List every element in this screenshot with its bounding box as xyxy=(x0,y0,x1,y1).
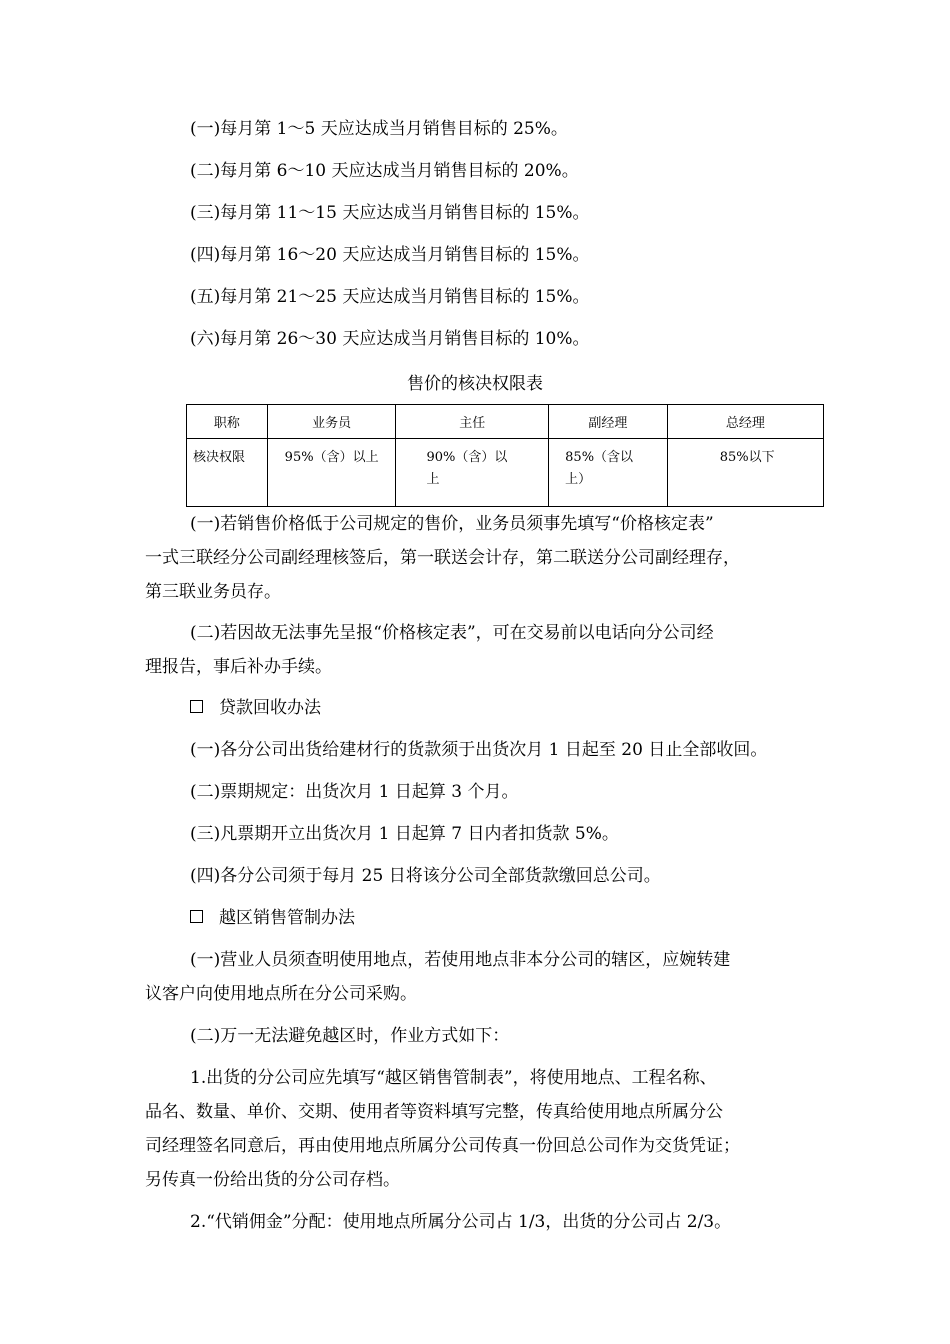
cell-salesperson: 95%（含）以上 xyxy=(267,439,396,507)
cell-supervisor-line2: 上 xyxy=(426,472,440,487)
cross-region-heading-text: 越区销售管制办法 xyxy=(219,908,355,928)
table-caption: 售价的核决权限表 xyxy=(407,374,543,394)
price-rule-1-line3: 第三联业务员存。 xyxy=(145,582,281,602)
cell-deputy-line2: 上） xyxy=(565,472,592,487)
price-rule-2-line1: (二)若因故无法事先呈报“价格核定表”，可在交易前以电话向分公司经 xyxy=(190,623,714,643)
price-authority-table xyxy=(186,404,824,507)
cross-region-s1-line3: 司经理签名同意后，再由使用地点所属分公司传真一份回总公司作为交货凭证； xyxy=(145,1136,740,1156)
target-line-3: (三)每月第 11～15 天应达成当月销售目标的 15%。 xyxy=(190,203,590,223)
collection-heading-text: 贷款回收办法 xyxy=(219,698,321,718)
collection-heading xyxy=(190,696,321,720)
header-general-manager: 总经理 xyxy=(667,405,823,439)
table-row xyxy=(187,439,824,507)
row-label: 核决权限 xyxy=(187,439,268,507)
price-rule-1-line1: (一)若销售价格低于公司规定的售价，业务员须事先填写“价格核定表” xyxy=(190,514,714,534)
price-rule-1-line2: 一式三联经分公司副经理核签后，第一联送会计存，第二联送分公司副经理存， xyxy=(145,548,740,568)
checkbox-icon xyxy=(190,910,203,923)
cell-deputy-manager xyxy=(549,439,668,507)
cell-deputy-line1: 85%（含以 xyxy=(565,450,634,465)
collection-item-2: (二)票期规定：出货次月 1 日起算 3 个月。 xyxy=(190,782,519,802)
cross-region-p1-line1: (一)营业人员须查明使用地点，若使用地点非本分公司的辖区，应婉转建 xyxy=(190,950,731,970)
target-line-1: (一)每月第 1～5 天应达成当月销售目标的 25%。 xyxy=(190,119,568,139)
header-deputy-manager: 副经理 xyxy=(549,405,668,439)
price-rule-2-line2: 理报告，事后补办手续。 xyxy=(145,657,332,677)
cross-region-p1-line2: 议客户向使用地点所在分公司采购。 xyxy=(145,984,417,1004)
target-line-4: (四)每月第 16～20 天应达成当月销售目标的 15%。 xyxy=(190,245,590,265)
cell-supervisor-line1: 90%（含）以 xyxy=(426,450,508,465)
target-line-5: (五)每月第 21～25 天应达成当月销售目标的 15%。 xyxy=(190,287,590,307)
collection-item-4: (四)各分公司须于每月 25 日将该分公司全部货款缴回总公司。 xyxy=(190,866,661,886)
header-supervisor: 主任 xyxy=(396,405,549,439)
table-header-row xyxy=(187,405,824,439)
cell-supervisor xyxy=(396,439,549,507)
target-line-2: (二)每月第 6～10 天应达成当月销售目标的 20%。 xyxy=(190,161,579,181)
checkbox-icon xyxy=(190,700,203,713)
cross-region-s1-line1: 1.出货的分公司应先填写“越区销售管制表”，将使用地点、工程名称、 xyxy=(190,1068,717,1088)
target-line-6: (六)每月第 26～30 天应达成当月销售目标的 10%。 xyxy=(190,329,590,349)
cross-region-s2: 2.“代销佣金”分配：使用地点所属分公司占 1/3，出货的分公司占 2/3。 xyxy=(190,1212,732,1232)
cell-general-manager: 85%以下 xyxy=(667,439,823,507)
header-title: 职称 xyxy=(187,405,268,439)
cross-region-p2: (二)万一无法避免越区时，作业方式如下： xyxy=(190,1026,510,1046)
cross-region-s1-line4: 另传真一份给出货的分公司存档。 xyxy=(145,1170,400,1190)
collection-item-1: (一)各分公司出货给建材行的货款须于出货次月 1 日起至 20 日止全部收回。 xyxy=(190,740,768,760)
collection-item-3: (三)凡票期开立出货次月 1 日起算 7 日内者扣货款 5%。 xyxy=(190,824,619,844)
cross-region-s1-line2: 品名、数量、单价、交期、使用者等资料填写完整，传真给使用地点所属分公 xyxy=(145,1102,723,1122)
cross-region-heading xyxy=(190,906,355,930)
header-salesperson: 业务员 xyxy=(267,405,396,439)
